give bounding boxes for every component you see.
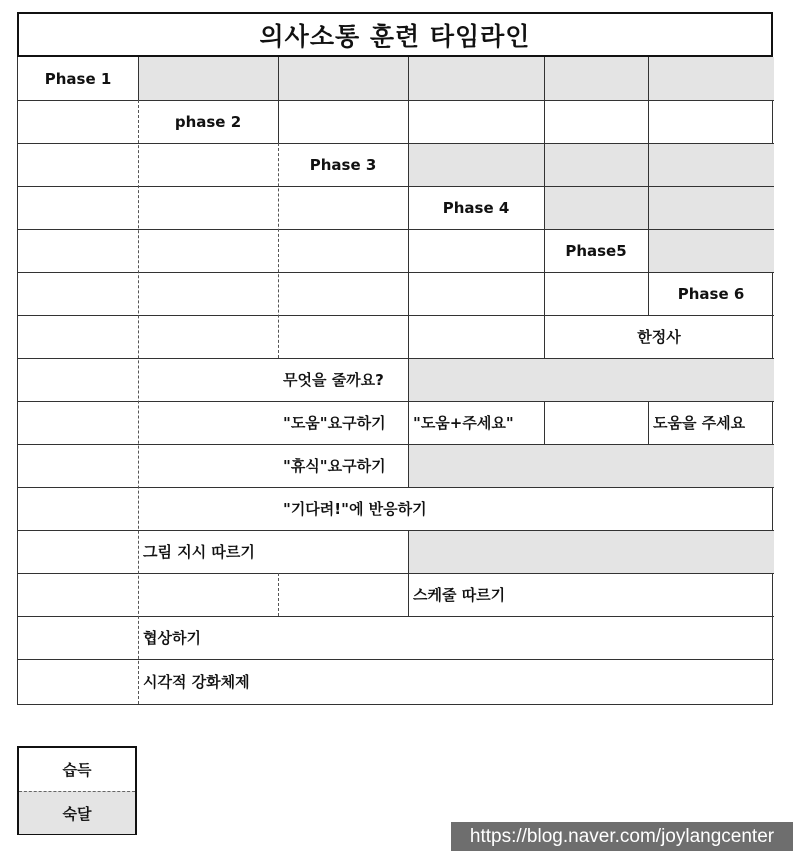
row-divider xyxy=(18,487,774,488)
phase-3-mastery-band xyxy=(408,143,774,186)
phase-5-label: Phase5 xyxy=(565,241,627,260)
legend xyxy=(17,746,137,835)
column-divider xyxy=(138,100,139,704)
timeline-grid xyxy=(17,57,773,705)
rest-request-label: "휴식"요구하기 xyxy=(283,457,386,475)
what-want-mastery-band xyxy=(408,358,774,401)
row-divider xyxy=(18,401,774,402)
phase-6-label: Phase 6 xyxy=(677,284,745,303)
row-divider xyxy=(18,573,774,574)
schedule-label: 스케줄 따르기 xyxy=(413,586,506,604)
legend-acquisition: 습득 xyxy=(62,761,92,779)
picture-instruction-label: 그림 지시 따르기 xyxy=(143,543,255,561)
row-divider xyxy=(18,272,774,273)
column-divider xyxy=(408,358,409,487)
column-divider xyxy=(648,401,649,444)
column-divider xyxy=(278,573,279,616)
column-divider xyxy=(408,57,409,186)
visual-reinforcement-label: 시각적 강화체제 xyxy=(143,673,250,691)
help-request-label: "도움"요구하기 xyxy=(283,414,386,432)
row-divider xyxy=(18,358,774,359)
column-divider xyxy=(138,57,139,100)
phase-5-mastery-band xyxy=(648,229,774,272)
wait-response-label: "기다려!"에 반응하기 xyxy=(283,500,427,518)
legend-mastery: 숙달 xyxy=(19,791,135,834)
column-divider xyxy=(648,57,649,315)
row-divider xyxy=(18,530,774,531)
row-divider xyxy=(18,659,774,660)
column-divider xyxy=(408,229,409,358)
what-want-label: 무엇을 줄까요? xyxy=(283,371,384,389)
row-divider xyxy=(18,444,774,445)
rest-request-mastery-band xyxy=(408,444,774,487)
column-divider xyxy=(544,57,545,358)
row-divider xyxy=(18,143,774,144)
restriction-label: 한정사 xyxy=(637,328,681,346)
column-divider xyxy=(278,100,279,143)
blog-url-watermark: https://blog.naver.com/joylangcenter xyxy=(451,822,793,851)
row-divider xyxy=(18,100,774,101)
column-divider xyxy=(408,530,409,616)
phase-2-label: phase 2 xyxy=(174,112,242,131)
help-plus-please-label: "도움+주세요" xyxy=(413,414,514,432)
picture-instruction-mastery-band xyxy=(408,530,774,573)
column-divider xyxy=(278,143,279,358)
phase-3-label: Phase 3 xyxy=(309,155,377,174)
column-divider xyxy=(408,186,409,229)
phase-1-label: Phase 1 xyxy=(44,69,112,88)
negotiation-label: 협상하기 xyxy=(143,629,201,647)
row-divider xyxy=(18,616,774,617)
column-divider xyxy=(544,401,545,444)
row-divider xyxy=(18,186,774,187)
phase-4-mastery-band xyxy=(544,186,774,229)
row-divider xyxy=(18,315,774,316)
row-divider xyxy=(18,229,774,230)
phase-4-label: Phase 4 xyxy=(442,198,510,217)
phase-1-mastery-band xyxy=(138,57,774,100)
help-please-label: 도움을 주세요 xyxy=(653,414,746,432)
column-divider xyxy=(278,57,279,100)
timeline-title: 의사소통 훈련 타임라인 xyxy=(17,12,773,57)
